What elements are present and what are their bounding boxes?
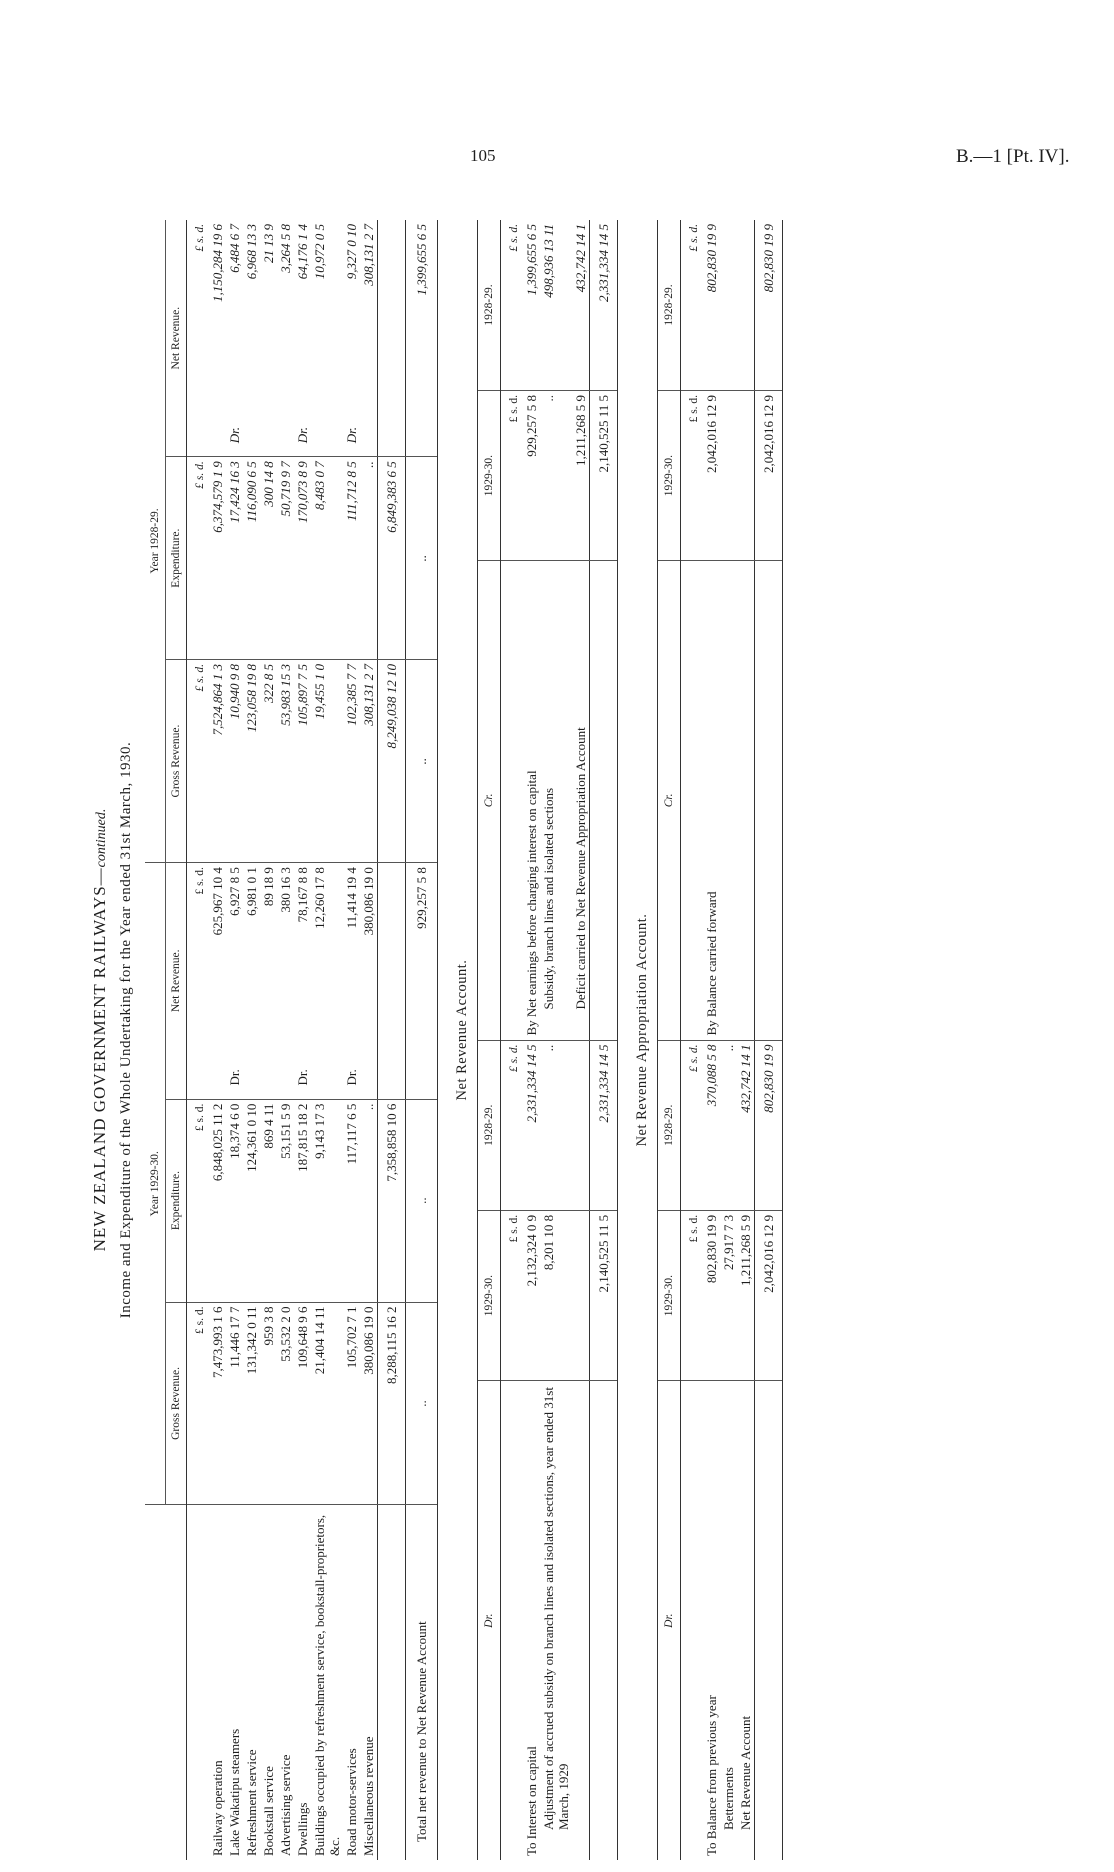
cr-item-label: By Net earnings before charging interest on capital: [523, 561, 540, 1040]
units-label: £ s. d.: [501, 390, 524, 560]
expenditure-1929: 17,424 16 3: [226, 457, 243, 660]
totals-row: [378, 220, 406, 1860]
cr-item-1930: 2,042,016 12 9: [703, 390, 720, 560]
net-revenue-1930: 89 18 9: [261, 867, 276, 907]
dr-year-1929-header: 1928-29.: [658, 1040, 681, 1210]
cr-total-1929: 802,830 19 9: [755, 220, 783, 390]
dr-item-1930: [572, 1210, 590, 1380]
cr-item-1930: 1,211,268 5 9: [572, 390, 590, 560]
gross-revenue-1930: 21,404 14 11: [311, 1302, 343, 1505]
expenditure-total-1930: 7,358,858 10 6: [378, 1099, 406, 1302]
income-expenditure-table: [145, 220, 438, 1860]
dr-item-1930: 2,132,324 0 9: [523, 1210, 540, 1380]
title-continued: continued.: [94, 808, 109, 868]
dr-item-1929: ..: [540, 1040, 572, 1210]
dr-item-label: Net Revenue Account: [738, 1715, 753, 1830]
blank-cell: [755, 1381, 783, 1860]
debit-prefix-1930: [260, 1065, 277, 1099]
page-reference: B.—1 [Pt. IV].: [956, 146, 1070, 167]
expenditure-1929: 50,719 9 7: [277, 457, 294, 660]
gross-revenue-1929: 102,385 7 7: [343, 660, 360, 863]
label-header: [145, 1505, 187, 1860]
gross-revenue-1929: 19,455 1 0: [311, 660, 343, 863]
net-revenue-1929: 9,327 0 10: [344, 224, 359, 280]
expenditure-header-1929: Expenditure.: [166, 457, 187, 660]
debit-prefix-1929: [243, 423, 260, 457]
dr-item-1930: 27,917 7 3: [720, 1210, 737, 1380]
cr-item-1930: [720, 390, 737, 560]
net-total-1930: 929,257 5 8: [406, 863, 438, 1066]
page-number: 105: [470, 146, 496, 165]
appropriation-account-body: [681, 220, 783, 1860]
table-row: [209, 220, 226, 1860]
dr-item-1930: 1,211,268 5 9: [737, 1210, 755, 1380]
gross-revenue-1929: 308,131 2 7: [360, 660, 378, 863]
units-label: £ s. d.: [501, 1210, 524, 1380]
blank-cell: [590, 561, 618, 1040]
cr-item-1929: [737, 220, 755, 390]
dr-year-1929-header: 1928-29.: [478, 1040, 501, 1210]
expenditure-1929: 6,374,579 1 9: [209, 457, 226, 660]
units-row: [681, 220, 704, 1860]
blank-cell: [378, 220, 406, 423]
net-total-gross-1930: ..: [406, 1302, 438, 1505]
gross-revenue-1930: 959 3 8: [260, 1302, 277, 1505]
net-revenue-1930: 380,086 19 0: [361, 867, 376, 936]
units-label: £ s. d.: [681, 390, 704, 560]
dr-item-1929: [572, 1040, 590, 1210]
expenditure-1929: ..: [360, 457, 378, 660]
cr-item-1929: 432,742 14 1: [572, 220, 590, 390]
gross-revenue-1930: 11,446 17 7: [226, 1302, 243, 1505]
year-1929-30-header: Year 1929-30.: [145, 863, 166, 1505]
units-label: £ s. d.: [187, 1099, 210, 1302]
expenditure-1929: 116,090 6 5: [243, 457, 260, 660]
gross-revenue-1929: 10,940 9 8: [226, 660, 243, 863]
blank-cell: [590, 1381, 618, 1860]
net-revenue-1929: 6,484 6 7: [227, 224, 242, 273]
row-label: Railway operation: [210, 1760, 225, 1856]
units-label: £ s. d.: [187, 1302, 210, 1505]
expenditure-1930: 6,848,025 11 2: [209, 1099, 226, 1302]
dr-item-label: Betterments: [721, 1767, 736, 1830]
dr-header: [658, 1381, 681, 1860]
table-row: [737, 220, 755, 1860]
debit-prefix-1929: Dr.: [294, 423, 311, 457]
table-row: [311, 220, 343, 1860]
table-row: [360, 220, 378, 1860]
gross-revenue-1930: 109,648 9 6: [294, 1302, 311, 1505]
debit-prefix-1929: Dr.: [343, 423, 360, 457]
cr-item-label: [737, 561, 755, 1040]
net-revenue-1930: 6,927 8 5: [227, 867, 242, 916]
expenditure-1929: 300 14 8: [260, 457, 277, 660]
cr-year-1930-header: 1929-30.: [478, 390, 501, 560]
dr-item-1929: 2,331,334 14 5: [523, 1040, 540, 1210]
table-row: [572, 220, 590, 1860]
cr-item-1929: 802,830 19 9: [703, 220, 720, 390]
net-revenue-1929: 10,972 0 5: [312, 224, 327, 280]
net-revenue-1930: 78,167 8 8: [295, 867, 310, 923]
gross-revenue-1929: 7,524,864 1 3: [209, 660, 226, 863]
expenditure-1930: 117,117 6 5: [343, 1099, 360, 1302]
row-label: Miscellaneous revenue: [361, 1736, 376, 1856]
net-revenue-1930: 12,260 17 8: [312, 867, 327, 929]
dr-item-1930: 8,201 10 8: [540, 1210, 572, 1380]
expenditure-1930: 869 4 11: [260, 1099, 277, 1302]
net-revenue-header-1930: Net Revenue.: [166, 863, 187, 1100]
expenditure-1930: 124,361 0 10: [243, 1099, 260, 1302]
main-title: [90, 200, 110, 1860]
cr-item-1929: [720, 220, 737, 390]
cr-label: Cr.: [663, 793, 675, 808]
units-label: £ s. d.: [681, 1040, 704, 1210]
income-table-body: [187, 220, 438, 1860]
main-title-text: NEW ZEALAND GOVERNMENT RAILWAYS—: [90, 867, 109, 1252]
net-total-label: Total net revenue to Net Revenue Account: [406, 1505, 438, 1860]
debit-prefix-1929: Dr.: [226, 423, 243, 457]
net-total-row: [406, 220, 438, 1860]
gross-revenue-1929: 322 8 5: [260, 660, 277, 863]
debit-prefix-1930: [360, 1065, 378, 1099]
table-row: [260, 220, 277, 1860]
net-revenue-1930: 11,414 19 4: [344, 867, 359, 929]
net-revenue-1929: 308,131 2 7: [361, 224, 376, 286]
expenditure-1929: 111,712 8 5: [343, 457, 360, 660]
row-label: Bookstall service: [261, 1766, 276, 1856]
debit-prefix-1929: [311, 423, 343, 457]
debit-prefix-1929: [360, 423, 378, 457]
cr-year-1930-header: 1929-30.: [658, 390, 681, 560]
net-total-exp-1929: ..: [406, 457, 438, 660]
debit-prefix-1930: Dr.: [226, 1065, 243, 1099]
year-1928-29-header: Year 1928-29.: [145, 220, 166, 863]
cr-item-label: [720, 561, 737, 1040]
gross-revenue-1930: 7,473,993 1 6: [209, 1302, 226, 1505]
expenditure-1929: 8,483 0 7: [311, 457, 343, 660]
debit-prefix-1930: Dr.: [294, 1065, 311, 1099]
cr-year-1929-header: 1928-29.: [478, 220, 501, 390]
totals-label-blank: [378, 1505, 406, 1860]
gross-total-1930: 8,288,115 16 2: [378, 1302, 406, 1505]
units-row: [501, 220, 524, 1860]
table-row: [523, 220, 540, 1860]
cr-item-label: Subsidy, branch lines and isolated sections: [540, 561, 572, 1040]
appropriation-account-title: Net Revenue Appropriation Account.: [634, 913, 650, 1147]
expenditure-total-1929: 6,849,383 6 5: [378, 457, 406, 660]
gross-total-1929: 8,249,038 12 10: [378, 660, 406, 863]
net-total-1929: 1,399,655 6 5: [406, 220, 438, 423]
totals-row: [590, 220, 618, 1860]
dr-item-1929: 432,742 14 1: [737, 1040, 755, 1210]
row-label: Refreshment service: [244, 1749, 259, 1856]
cr-item-label: Deficit carried to Net Revenue Appropriation Account: [572, 561, 590, 1040]
units-label: £ s. d.: [501, 220, 524, 390]
row-label: Dwellings: [295, 1802, 310, 1856]
dr-total-1930: 2,140,525 11 5: [590, 1210, 618, 1380]
gross-revenue-1930: 131,342 0 11: [243, 1302, 260, 1505]
table-row: [703, 220, 720, 1860]
cr-item-1929: 498,936 13 11: [540, 220, 572, 390]
net-revenue-1930: 6,981 0 1: [244, 867, 259, 916]
totals-row: [755, 220, 783, 1860]
row-label: Road motor-services: [344, 1748, 359, 1856]
expenditure-1930: ..: [360, 1099, 378, 1302]
dr-item-1930: 802,830 19 9: [703, 1210, 720, 1380]
cr-item-1930: 929,257 5 8: [523, 390, 540, 560]
dr-total-1930: 2,042,016 12 9: [755, 1210, 783, 1380]
dr-total-1929: 2,331,334 14 5: [590, 1040, 618, 1210]
net-revenue-1929: 6,968 13 3: [244, 224, 259, 280]
expenditure-1929: 170,073 8 9: [294, 457, 311, 660]
table-row: [343, 220, 360, 1860]
net-revenue-account-table: [477, 220, 618, 1860]
net-revenue-1929: 3,264 5 8: [278, 224, 293, 273]
units-label: £ s. d.: [194, 224, 206, 252]
debit-prefix-1929: [209, 423, 226, 457]
cr-item-1930: ..: [540, 390, 572, 560]
units-label: £ s. d.: [194, 867, 206, 895]
gross-revenue-1930: 53,532 2 0: [277, 1302, 294, 1505]
debit-prefix-1930: [209, 1065, 226, 1099]
net-revenue-account-body: [501, 220, 618, 1860]
dr-label: Dr.: [483, 1613, 495, 1628]
row-label: Buildings occupied by refreshment service, bookstall-proprietors, &c.: [312, 1514, 342, 1856]
debit-prefix-1929: [277, 423, 294, 457]
expenditure-1930: 53,151 5 9: [277, 1099, 294, 1302]
net-revenue-1930: 625,967 10 4: [210, 867, 225, 936]
blank-cell: [378, 1065, 406, 1099]
dr-item-1929: 370,088 5 8: [703, 1040, 720, 1210]
net-revenue-header-1929: Net Revenue.: [166, 220, 187, 457]
units-row: [187, 220, 210, 1860]
net-revenue-account-title: Net Revenue Account.: [454, 959, 470, 1101]
blank-cell: [378, 863, 406, 1066]
cr-item-1929: 1,399,655 6 5: [523, 220, 540, 390]
dr-total-1929: 802,830 19 9: [755, 1040, 783, 1210]
table-row: [277, 220, 294, 1860]
gross-revenue-header-1929: Gross Revenue.: [166, 660, 187, 863]
dr-year-1930-header: 1929-30.: [478, 1210, 501, 1380]
debit-prefix-1929: [260, 423, 277, 457]
net-revenue-1929: 21 13 9: [261, 224, 276, 263]
dr-item-label: To Interest on capital: [524, 1746, 539, 1856]
row-label: Lake Wakatipu steamers: [227, 1728, 242, 1856]
cr-label: Cr.: [483, 793, 495, 808]
cr-header: [658, 561, 681, 1040]
dr-item-1929: ..: [720, 1040, 737, 1210]
table-row: [243, 220, 260, 1860]
dr-label: Dr.: [663, 1613, 675, 1628]
units-label: £ s. d.: [681, 1210, 704, 1380]
net-total-exp-1930: ..: [406, 1099, 438, 1302]
cr-year-1929-header: 1928-29.: [658, 220, 681, 390]
gross-revenue-1930: 380,086 19 0: [360, 1302, 378, 1505]
debit-prefix-1930: [311, 1065, 343, 1099]
row-label: Advertising service: [278, 1754, 293, 1856]
units-label: £ s. d.: [681, 220, 704, 390]
cr-total-1929: 2,331,334 14 5: [590, 220, 618, 390]
appropriation-account-table: [657, 220, 783, 1860]
units-label: £ s. d.: [187, 457, 210, 660]
expenditure-1930: 18,374 6 0: [226, 1099, 243, 1302]
cr-item-label: By Balance carried forward: [703, 561, 720, 1040]
gross-revenue-1929: 123,058 19 8: [243, 660, 260, 863]
gross-revenue-header-1930: Gross Revenue.: [166, 1302, 187, 1505]
debit-prefix-1930: Dr.: [343, 1065, 360, 1099]
dr-header: [478, 1381, 501, 1860]
units-label: £ s. d.: [501, 1040, 524, 1210]
gross-revenue-1929: 53,983 15 3: [277, 660, 294, 863]
gross-revenue-1929: 105,897 7 5: [294, 660, 311, 863]
dr-item-label: [572, 1381, 590, 1860]
blank-cell: [755, 561, 783, 1040]
cr-item-1930: [737, 390, 755, 560]
units-label: £ s. d.: [187, 660, 210, 863]
expenditure-1930: 187,815 18 2: [294, 1099, 311, 1302]
net-revenue-1929: 64,176 1 4: [295, 224, 310, 280]
dr-item-label: To Balance from previous year: [704, 1695, 719, 1856]
table-row: [226, 220, 243, 1860]
dr-item-label: Adjustment of accrued subsidy on branch lines and isolated sections, year ended 31st March, 1929: [541, 1387, 571, 1830]
cr-header: [478, 561, 501, 1040]
net-total-gross-1929: ..: [406, 660, 438, 863]
table-row: [540, 220, 572, 1860]
blank-cell: [378, 423, 406, 457]
blank-cell: [406, 1065, 438, 1099]
dr-year-1930-header: 1929-30.: [658, 1210, 681, 1380]
expenditure-1930: 9,143 17 3: [311, 1099, 343, 1302]
header: [90, 200, 135, 1860]
sub-title: Income and Expenditure of the Whole Undertaking for the Year ended 31st March, 1930.: [118, 741, 134, 1319]
net-revenue-1930: 380 16 3: [278, 867, 293, 913]
table-row: [720, 220, 737, 1860]
expenditure-header-1930: Expenditure.: [166, 1099, 187, 1302]
gross-revenue-1930: 105,702 7 1: [343, 1302, 360, 1505]
debit-prefix-1930: [243, 1065, 260, 1099]
net-revenue-1929: 1,150,284 19 6: [210, 224, 225, 302]
blank-cell: [406, 423, 438, 457]
table-row: [294, 220, 311, 1860]
debit-prefix-1930: [277, 1065, 294, 1099]
cr-total-1930: 2,140,525 11 5: [590, 390, 618, 560]
cr-total-1930: 2,042,016 12 9: [755, 390, 783, 560]
rotated-page-content: [88, 200, 928, 1860]
